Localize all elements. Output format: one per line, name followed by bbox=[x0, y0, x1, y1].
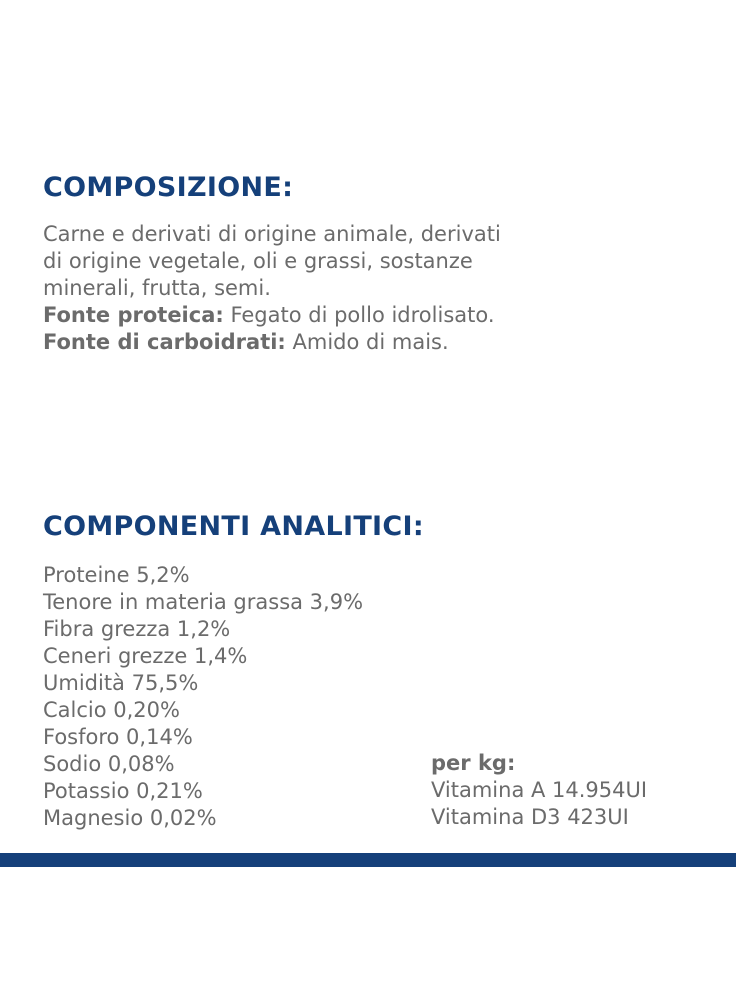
per-kg-item: Vitamina D3 423UI bbox=[431, 805, 629, 829]
protein-source-line bbox=[43, 302, 643, 329]
composition-text bbox=[43, 221, 643, 356]
analytics-item: Tenore in materia grassa 3,9% bbox=[43, 590, 364, 614]
analytics-item: Sodio 0,08% bbox=[43, 752, 175, 776]
analytics-list bbox=[43, 562, 363, 832]
protein-source-value: Fegato di pollo idrolisato. bbox=[223, 303, 495, 327]
analytics-item: Fibra grezza 1,2% bbox=[43, 617, 231, 641]
carb-source-line bbox=[43, 329, 643, 356]
analytics-item: Magnesio 0,02% bbox=[43, 806, 217, 830]
analytics-item: Ceneri grezze 1,4% bbox=[43, 644, 248, 668]
bottom-divider-bar bbox=[0, 853, 736, 867]
per-kg-item: Vitamina A 14.954UI bbox=[431, 778, 648, 802]
per-kg-block bbox=[431, 750, 647, 831]
analytics-item: Calcio 0,20% bbox=[43, 698, 180, 722]
composition-heading: COMPOSIZIONE: bbox=[43, 172, 294, 203]
composition-line: minerali, frutta, semi. bbox=[43, 276, 271, 300]
protein-source-label: Fonte proteica: bbox=[43, 303, 224, 327]
carb-source-value: Amido di mais. bbox=[285, 330, 449, 354]
carb-source-label: Fonte di carboidrati: bbox=[43, 330, 286, 354]
composition-line: di origine vegetale, oli e grassi, sostanze bbox=[43, 249, 473, 273]
analytics-item: Umidità 75,5% bbox=[43, 671, 199, 695]
per-kg-label: per kg: bbox=[431, 751, 516, 775]
composition-line: Carne e derivati di origine animale, derivati bbox=[43, 222, 501, 246]
analytics-item: Proteine 5,2% bbox=[43, 563, 190, 587]
analytics-item: Fosforo 0,14% bbox=[43, 725, 193, 749]
analytics-item: Potassio 0,21% bbox=[43, 779, 203, 803]
analytics-heading: COMPONENTI ANALITICI: bbox=[43, 511, 424, 542]
